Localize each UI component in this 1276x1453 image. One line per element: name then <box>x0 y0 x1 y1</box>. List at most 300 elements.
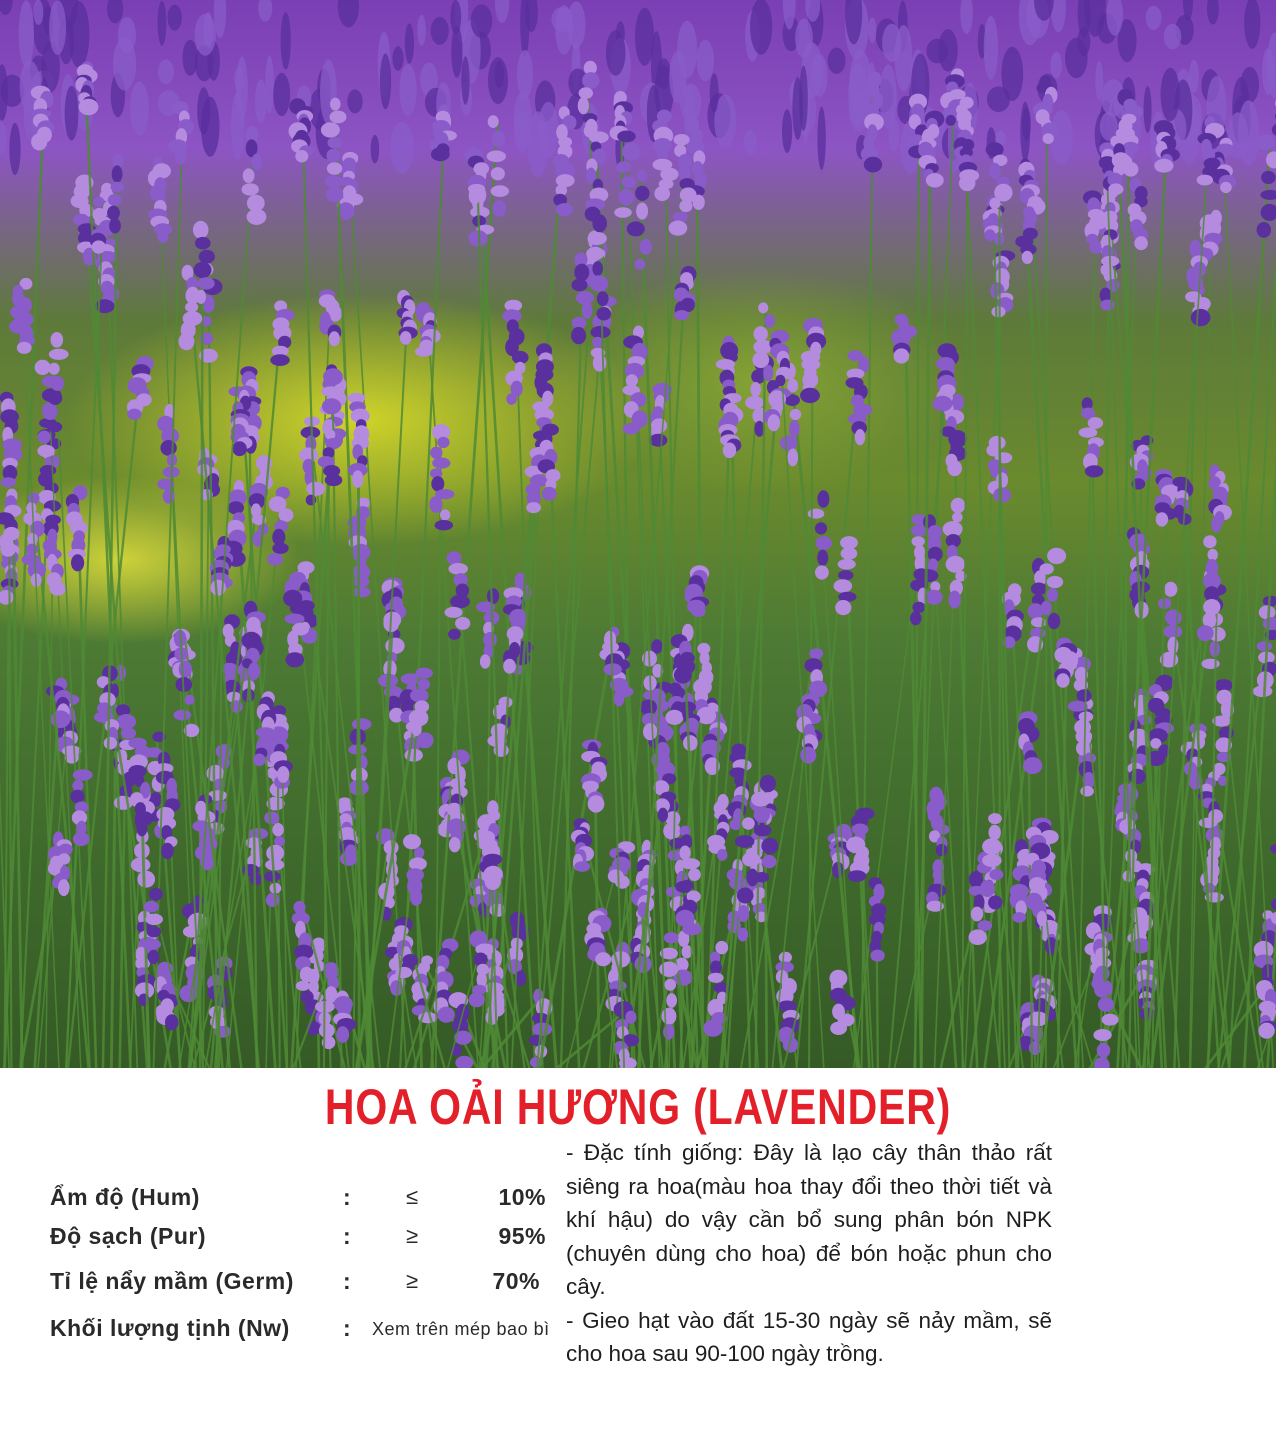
lavender-bud <box>742 852 760 867</box>
spec-label: Khối lượng tịnh (Nw) <box>50 1315 290 1341</box>
lavender-bud <box>572 279 588 292</box>
distant-flower <box>528 111 549 177</box>
lavender-bud <box>228 501 244 514</box>
lavender-bud <box>163 489 175 504</box>
lavender-bud <box>1163 625 1182 638</box>
lavender-bud <box>242 183 259 195</box>
distant-flower <box>811 54 828 97</box>
lavender-bud <box>1261 204 1276 221</box>
lavender-bud <box>272 823 284 836</box>
lavender-bud <box>432 458 450 469</box>
lavender-bud <box>1199 818 1218 828</box>
lavender-bud <box>710 961 722 975</box>
lavender-bud <box>17 342 32 354</box>
lavender-bud <box>615 876 630 889</box>
lavender-bud <box>855 429 865 445</box>
lavender-bud <box>445 607 463 618</box>
lavender-bud <box>582 72 599 89</box>
lavender-bud <box>1261 171 1276 184</box>
lavender-bud <box>1089 241 1102 254</box>
lavender-bud <box>71 554 84 571</box>
lavender-bud <box>1047 576 1064 588</box>
lavender-bud <box>27 533 38 545</box>
lavender-bud <box>49 349 69 360</box>
spec-row-germination <box>50 1268 560 1304</box>
lavender-bud <box>485 873 501 890</box>
lavender-bud <box>51 332 64 348</box>
lavender-bud <box>747 869 759 887</box>
lavender-bud <box>737 888 754 904</box>
distant-flower <box>882 24 901 62</box>
lavender-bud <box>437 437 449 448</box>
lavender-bud <box>248 662 260 680</box>
lavender-bud <box>277 766 289 783</box>
distant-flower <box>488 57 508 104</box>
lavender-bud <box>1079 427 1098 437</box>
lavender-bud <box>754 824 772 836</box>
lavender-bud <box>266 893 280 907</box>
lavender-bud <box>117 714 137 729</box>
lavender-bud <box>410 689 429 703</box>
lavender-bud <box>1047 588 1058 602</box>
lavender-bud <box>848 870 867 882</box>
lavender-bud <box>148 950 159 964</box>
lavender-bud <box>622 143 641 161</box>
lavender-bud <box>1022 251 1033 264</box>
lavender-bud <box>1040 563 1054 574</box>
lavender-bud <box>750 382 761 397</box>
lavender-bud <box>989 869 1003 880</box>
distant-flower <box>1164 24 1182 49</box>
distant-flower <box>417 15 426 46</box>
spec-table <box>0 1068 560 1453</box>
lavender-bud <box>618 189 633 205</box>
spec-operator: ≤ <box>406 1184 419 1209</box>
distant-flower <box>0 0 13 15</box>
lavender-bud <box>1260 190 1276 200</box>
lavender-bud <box>160 440 176 456</box>
lavender-bud <box>1043 133 1054 144</box>
lavender-bud <box>243 168 255 183</box>
spec-label: Độ sạch (Pur) <box>50 1223 207 1249</box>
lavender-bud <box>688 868 701 881</box>
lavender-bud <box>763 365 773 381</box>
lavender-bud <box>640 700 657 716</box>
lavender-bud <box>1211 516 1221 533</box>
lavender-bud <box>72 780 83 791</box>
lavender-bud <box>637 170 648 182</box>
distant-flower <box>65 86 79 141</box>
lavender-bud <box>762 855 777 868</box>
lavender-bud <box>1259 605 1276 619</box>
lavender-bud <box>296 981 310 991</box>
lavender-bud <box>48 391 62 405</box>
lavender-bud <box>114 796 133 810</box>
lavender-bud <box>674 134 690 145</box>
lavender-bud <box>636 203 648 220</box>
lavender-bud <box>815 565 829 579</box>
lavender-bud <box>708 973 724 983</box>
lavender-bud <box>252 154 262 171</box>
lavender-bud <box>1220 182 1232 193</box>
lavender-bud <box>492 131 506 148</box>
lavender-bud <box>1023 757 1042 774</box>
lavender-bud <box>738 905 749 922</box>
lavender-bud <box>683 735 698 751</box>
lavender-bud <box>73 832 90 846</box>
lavender-bud <box>926 173 944 187</box>
lavender-bud <box>1037 911 1047 926</box>
lavender-bud <box>198 277 215 289</box>
distant-flower <box>183 40 198 76</box>
lavender-bud <box>265 859 284 870</box>
lavender-bud <box>1108 183 1123 195</box>
spec-row-humidity <box>50 1184 560 1220</box>
distant-flower <box>635 8 654 66</box>
lavender-bud <box>185 302 198 312</box>
distant-flower <box>495 0 509 23</box>
lavender-bud <box>73 769 93 780</box>
lavender-bud <box>1197 625 1214 641</box>
lavender-bud <box>764 314 775 328</box>
distant-flower <box>1207 0 1219 25</box>
lavender-bud <box>1047 548 1066 564</box>
lavender-bud <box>352 470 363 488</box>
lavender-bud <box>778 1001 797 1012</box>
lavender-bud <box>1197 175 1213 186</box>
lavender-bud <box>1088 417 1103 429</box>
lavender-bud <box>1100 300 1114 311</box>
lavender-stem <box>358 398 359 1068</box>
lavender-bud <box>830 1022 847 1035</box>
lavender-bud <box>1101 263 1114 276</box>
lavender-bud <box>680 846 691 861</box>
lavender-bud <box>1257 641 1273 651</box>
lavender-bud <box>790 409 801 420</box>
lavender-bud <box>586 247 604 260</box>
spec-colon: : <box>343 1268 352 1294</box>
lavender-bud <box>593 354 607 371</box>
distant-flower <box>168 5 182 31</box>
lavender-bud <box>469 992 485 1007</box>
lavender-bud <box>321 122 340 137</box>
lavender-bud <box>194 262 212 278</box>
lavender-bud <box>353 577 370 587</box>
lavender-bud <box>340 852 358 866</box>
spec-value: 95% <box>498 1223 546 1249</box>
lavender-bud <box>1041 601 1052 615</box>
lavender-bud <box>272 543 288 554</box>
lavender-bud <box>735 835 754 848</box>
lavender-bud <box>1076 741 1089 755</box>
lavender-bud <box>1056 673 1069 688</box>
lavender-bud <box>193 221 209 239</box>
lavender-bud <box>42 405 57 420</box>
lavender-bud <box>1098 997 1114 1012</box>
lavender-bud <box>723 443 736 459</box>
lavender-bud <box>329 331 340 346</box>
lavender-bud <box>815 522 827 534</box>
lavender-bud <box>127 409 141 420</box>
lavender-bud <box>817 490 829 508</box>
lavender-bud <box>1203 535 1216 548</box>
lavender-bud <box>679 165 691 180</box>
distant-flower <box>118 17 136 53</box>
distant-flower <box>782 109 792 153</box>
lavender-bud <box>627 221 645 236</box>
distant-flower <box>1022 107 1031 141</box>
lavender-bud <box>622 176 637 188</box>
lavender-bud <box>933 396 953 412</box>
lavender-bud <box>1202 659 1220 669</box>
lavender-bud <box>79 99 99 116</box>
lavender-bud <box>400 331 412 345</box>
lavender-bud <box>353 587 371 598</box>
lavender-bud <box>449 837 461 852</box>
lavender-bud <box>50 582 66 596</box>
lavender-bud <box>440 509 450 520</box>
lavender-bud <box>47 422 62 433</box>
lavender-bud <box>617 131 636 143</box>
lavender-bud <box>294 901 306 914</box>
lavender-bud <box>589 131 609 143</box>
distant-flower <box>392 46 403 70</box>
distant-flower <box>1262 48 1274 95</box>
lavender-bud <box>800 388 820 403</box>
lavender-bud <box>175 147 187 164</box>
lavender-bud <box>149 888 163 901</box>
lavender-bud <box>590 275 608 292</box>
lavender-bud <box>28 492 39 504</box>
lavender-bud <box>682 923 702 935</box>
lavender-bud <box>737 928 748 942</box>
lavender-bud <box>31 133 47 150</box>
lavender-bud <box>418 679 430 690</box>
lavender-bud <box>982 838 1002 854</box>
lavender-bud <box>429 496 442 513</box>
lavender-bud <box>1031 583 1047 596</box>
distant-flower <box>34 0 44 25</box>
lavender-bud <box>415 347 433 357</box>
lavender-bud <box>112 165 123 182</box>
lavender-bud <box>179 333 195 351</box>
distant-flower <box>107 0 123 23</box>
lavender-bud <box>775 375 785 387</box>
lavender-bud <box>469 187 481 205</box>
lavender-bud <box>1253 686 1273 698</box>
lavender-bud <box>142 939 161 950</box>
lavender-bud <box>37 445 55 457</box>
lavender-bud <box>300 967 314 983</box>
distant-flower <box>868 17 876 43</box>
lavender-bud <box>864 157 882 173</box>
lavender-bud <box>643 723 657 740</box>
lavender-bud <box>147 926 162 937</box>
lavender-bud <box>111 182 125 193</box>
lavender-bud <box>1156 512 1168 526</box>
distant-flower <box>130 82 149 136</box>
distant-flower <box>273 73 290 116</box>
lavender-bud <box>947 460 962 476</box>
spec-label: Tỉ lệ nẩy mầm (Germ) <box>50 1268 294 1294</box>
distant-flower <box>697 40 714 82</box>
lavender-bud <box>70 790 84 803</box>
lavender-bud <box>808 509 825 519</box>
lavender-bud <box>1208 549 1218 561</box>
lavender-bud <box>614 207 632 218</box>
distant-flower <box>380 53 391 109</box>
lavender-bud <box>910 611 921 625</box>
distant-flower <box>347 89 362 113</box>
lavender-bud <box>1097 1043 1111 1058</box>
lavender-bud <box>286 652 305 667</box>
lavender-bud <box>838 559 856 570</box>
lavender-bud <box>526 502 541 513</box>
lavender-bud <box>232 441 246 456</box>
lavender-bud <box>635 186 649 201</box>
lavender-bud <box>614 691 625 707</box>
lavender-bud <box>768 414 781 431</box>
distant-flower <box>371 135 380 164</box>
lavender-bud <box>325 474 343 486</box>
lavender-bud <box>919 569 939 582</box>
lavender-bud <box>1213 763 1225 775</box>
lavender-bud <box>330 98 341 111</box>
lavender-stem <box>962 145 967 1068</box>
lavender-bud <box>144 901 159 913</box>
lavender-bud <box>971 907 983 922</box>
lavender-bud <box>352 718 372 730</box>
product-description <box>566 1136 1052 1371</box>
distant-flower <box>657 58 671 89</box>
lavender-bud <box>841 547 858 559</box>
lavender-bud <box>0 541 16 557</box>
lavender-bud <box>989 163 1001 179</box>
lavender-bud <box>758 302 768 313</box>
lavender-bud <box>26 544 38 556</box>
spec-operator: ≥ <box>406 1223 419 1248</box>
lavender-bud <box>894 348 910 363</box>
lavender-bud <box>574 264 589 282</box>
lavender-bud <box>336 1026 349 1043</box>
lavender-bud <box>761 838 778 855</box>
lavender-bud <box>174 710 192 721</box>
lavender-bud <box>49 363 60 375</box>
spec-row-purity <box>50 1223 560 1259</box>
lavender-bud <box>571 327 586 344</box>
lavender-bud <box>437 1007 455 1023</box>
lavender-bud <box>161 843 174 859</box>
lavender-bud <box>186 287 200 305</box>
distant-flower <box>817 107 825 171</box>
lavender-bud <box>754 326 768 341</box>
lavender-bud <box>991 306 1005 317</box>
lavender-bud <box>623 423 640 434</box>
lavender-bud <box>279 508 294 522</box>
lavender-bud <box>816 536 832 550</box>
lavender-bud <box>326 186 343 202</box>
distant-flower <box>9 123 20 175</box>
lavender-bud <box>912 602 925 613</box>
distant-flower <box>19 0 34 67</box>
spec-value: 70% <box>492 1268 540 1294</box>
lavender-bud <box>92 240 106 253</box>
distant-flower <box>926 39 948 64</box>
lavender-bud <box>817 550 828 566</box>
lavender-bud <box>664 979 676 991</box>
lavender-bud <box>1085 465 1104 477</box>
lavender-bud <box>663 822 680 839</box>
lavender-bud <box>250 874 263 885</box>
lavender-bud <box>946 556 965 573</box>
lavender-bud <box>1154 159 1173 173</box>
lavender-bud <box>657 150 669 160</box>
lavender-bud <box>184 695 194 705</box>
distant-flower <box>744 130 757 155</box>
lavender-bud <box>396 967 413 978</box>
lavender-bud <box>131 858 151 873</box>
lavender-bud <box>556 203 573 216</box>
lavender-bud <box>751 792 771 807</box>
lavender-bud <box>697 707 716 724</box>
lavender-bud <box>403 834 421 849</box>
lavender-bud <box>949 591 961 609</box>
lavender-bud <box>448 629 461 640</box>
distant-flower <box>1244 0 1260 49</box>
lavender-bud <box>1270 843 1276 854</box>
lavender-bud <box>1191 309 1211 326</box>
lavender-bud <box>327 149 340 163</box>
lavender-bud <box>1012 912 1026 923</box>
lavender-bud <box>800 747 816 764</box>
distant-flower <box>158 1 167 46</box>
lavender-bud <box>295 150 308 162</box>
lavender-bud <box>809 648 823 659</box>
lavender-bud <box>835 600 851 615</box>
lavender-bud <box>267 553 283 565</box>
distant-flower <box>828 48 846 74</box>
lavender-bud <box>978 920 993 931</box>
distant-flower <box>517 50 533 99</box>
distant-flower <box>405 23 414 63</box>
lavender-bud <box>1258 1023 1274 1039</box>
lavender-bud <box>1272 123 1276 137</box>
lavender-bud <box>107 206 120 221</box>
distant-flower <box>710 73 719 113</box>
distant-flower <box>255 79 267 123</box>
lavender-bud <box>1129 769 1146 784</box>
lavender-bud <box>306 482 325 496</box>
lavender-bud <box>121 728 136 739</box>
lavender-bud <box>199 250 215 264</box>
lavender-bud <box>660 168 678 181</box>
lavender-bud <box>1257 134 1274 150</box>
lavender-bud <box>986 142 1004 157</box>
lavender-bud <box>745 396 764 409</box>
lavender-bud <box>592 214 607 232</box>
lavender-bud <box>1134 236 1148 250</box>
spec-value: 10% <box>498 1184 546 1210</box>
spec-colon: : <box>343 1184 352 1210</box>
lavender-bud <box>330 111 347 124</box>
lavender-bud <box>574 861 590 872</box>
lavender-bud <box>597 291 609 306</box>
lavender-bud <box>492 200 506 216</box>
distant-flower <box>606 30 626 76</box>
lavender-bud <box>838 570 853 580</box>
distant-flower <box>1161 68 1180 122</box>
lavender-bud <box>319 1023 335 1038</box>
